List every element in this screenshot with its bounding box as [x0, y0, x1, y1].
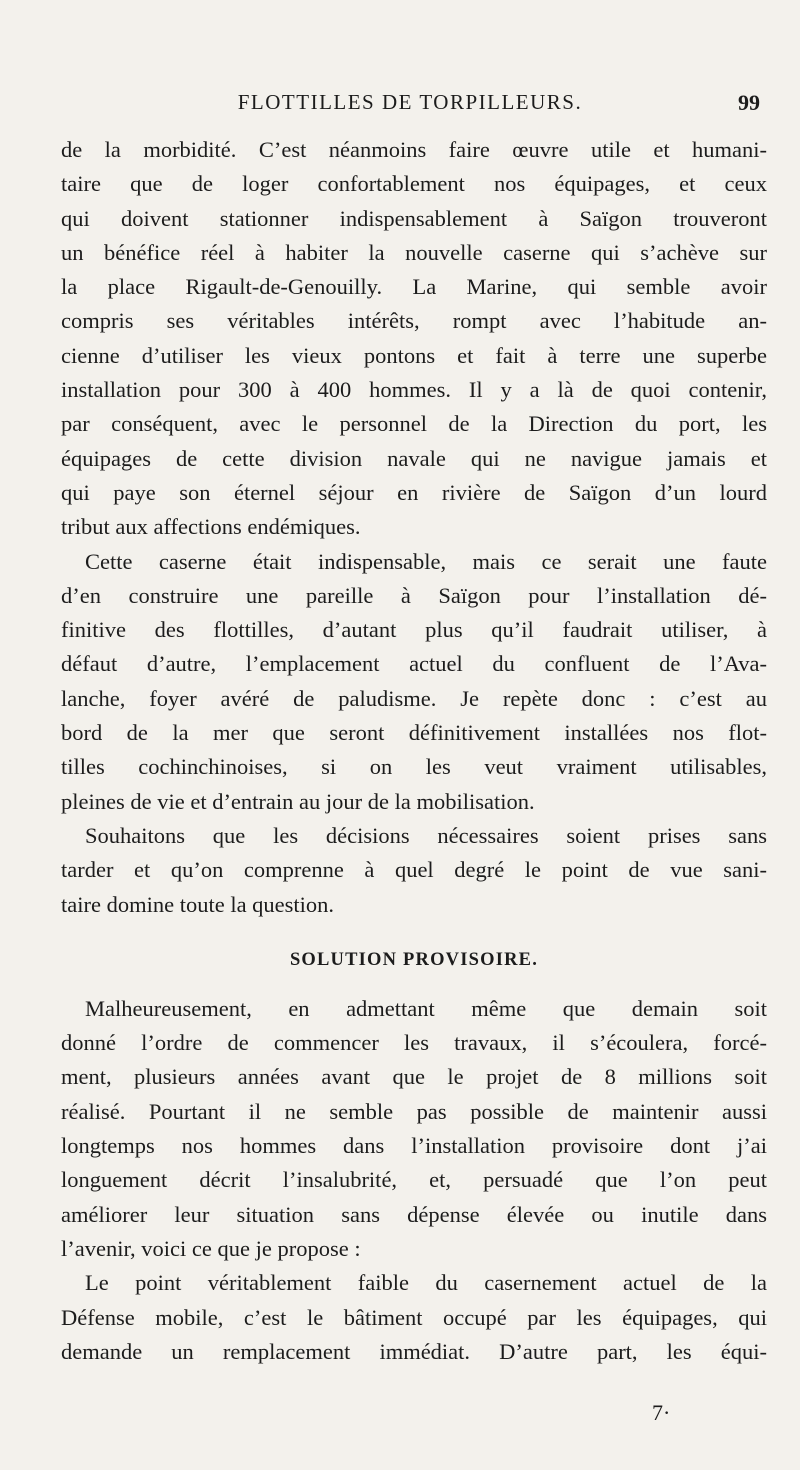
text-line: compris ses véritables intérêts, rompt avec l’habitude an- — [61, 308, 767, 334]
paragraph-point-faible — [61, 1266, 767, 1369]
text-line: la place Rigault-de-Genouilly. La Marine, qui semble avoir — [61, 274, 767, 300]
text-line: l’avenir, voici ce que je propose : — [61, 1235, 361, 1261]
section-title: SOLUTION PROVISOIRE. — [289, 949, 539, 970]
text-line: par conséquent, avec le personnel de la Direction du port, les — [61, 411, 767, 437]
running-title: FLOTTILLES DE TORPILLEURS. — [237, 90, 583, 114]
text-line: tribut aux affections endémiques. — [61, 514, 361, 540]
text-line: qui doivent stationner indispensablement à Saïgon trouveront — [61, 205, 767, 231]
text-line: Défense mobile, c’est le bâtiment occupé par les équipages, qui — [61, 1304, 767, 1330]
text-line: finitive des flottilles, d’autant plus qu’il faudrait utiliser, à — [61, 617, 767, 643]
text-line: tilles cochinchinoises, si on les veut vraiment utilisables, — [61, 754, 767, 780]
text-line: installation pour 300 à 400 hommes. Il y a là de quoi contenir, — [61, 377, 767, 403]
text-line: taire que de loger confortablement nos équipages, et ceux — [61, 171, 767, 197]
page-number: 99 — [738, 90, 760, 115]
text-line: ment, plusieurs années avant que le projet de 8 millions soit — [61, 1064, 767, 1090]
paragraph-morbidite — [61, 133, 767, 545]
text-line: cienne d’utiliser les vieux pontons et fait à terre une superbe — [61, 342, 767, 368]
text-line: de la morbidité. C’est néanmoins faire œuvre utile et humani- — [61, 137, 767, 162]
text-line: lanche, foyer avéré de paludisme. Je repète donc : c’est au — [61, 685, 767, 711]
paragraph-souhaitons — [61, 819, 767, 922]
text-line: longtemps nos hommes dans l’installation provisoire dont j’ai — [61, 1133, 767, 1159]
text-line: tarder et qu’on comprenne à quel degré le point de vue sani- — [61, 857, 767, 883]
text-line: qui paye son éternel séjour en rivière de Saïgon d’un lourd — [61, 479, 767, 505]
text-line: bord de la mer que seront définitivement installées nos flot- — [61, 720, 767, 746]
paragraph-caserne — [61, 545, 767, 819]
text-line: Souhaitons que les décisions nécessaires soient prises sans — [85, 822, 767, 848]
paragraph-malheureusement — [61, 992, 767, 1266]
text-line: réalisé. Pourtant il ne semble pas possible de maintenir aussi — [61, 1098, 767, 1124]
text-line: équipages de cette division navale qui ne navigue jamais et — [61, 445, 767, 471]
text-line: demande un remplacement immédiat. D’autre part, les équi- — [61, 1338, 767, 1364]
text-line: longuement décrit l’insalubrité, et, persuadé que l’on peut — [61, 1167, 767, 1193]
body-text — [61, 133, 767, 1369]
text-line: d’en construire une pareille à Saïgon pour l’installation dé- — [61, 582, 767, 608]
text-line: un bénéfice réel à habiter la nouvelle caserne qui s’achève sur — [61, 239, 767, 265]
page-header — [60, 88, 760, 128]
text-line: améliorer leur situation sans dépense élevée ou inutile dans — [61, 1201, 767, 1227]
text-line: taire domine toute la question. — [61, 891, 335, 917]
text-line: défaut d’autre, l’emplacement actuel du confluent de l’Ava- — [61, 651, 767, 677]
text-line: Cette caserne était indispensable, mais ce serait une faute — [85, 548, 767, 574]
text-line: Malheureusement, en admettant même que demain soit — [85, 995, 767, 1021]
signature-mark: 7· — [652, 1400, 671, 1425]
text-line: donné l’ordre de commencer les travaux, il s’écoulera, forcé- — [61, 1030, 767, 1056]
text-line: pleines de vie et d’entrain au jour de la mobilisation. — [61, 788, 535, 814]
text-line: Le point véritablement faible du casernement actuel de la — [85, 1270, 767, 1296]
